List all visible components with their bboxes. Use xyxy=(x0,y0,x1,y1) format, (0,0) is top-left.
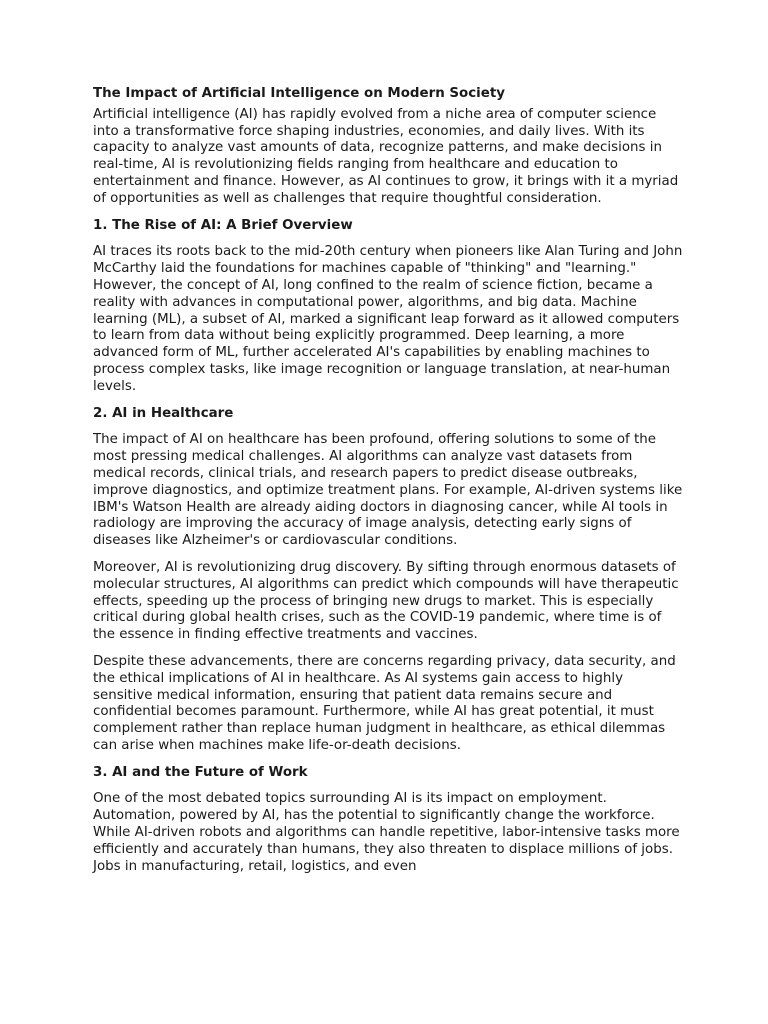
section-heading: 2. AI in Healthcare xyxy=(93,405,234,421)
section-future-of-work xyxy=(93,765,683,876)
document-page xyxy=(93,86,683,885)
section-heading: 3. AI and the Future of Work xyxy=(93,764,308,780)
section-heading: 1. The Rise of AI: A Brief Overview xyxy=(93,217,353,233)
paragraph: The impact of AI on healthcare has been profound, offering solutions to some of the most pressing medical challenges. AI algorithms can analyze vast datasets from medical records, clinical trials, and research papers to predict disease outbreaks, improve diagnostics, and optimize treatment plans. For example, AI-driven systems like IBM's Watson Health are already aiding doctors in diagnosing cancer, while AI tools in radiology are improving the accuracy of image analysis, detecting early signs of diseases like Alzheimer's or cardiovascular conditions. xyxy=(93,432,683,549)
paragraph: One of the most debated topics surrounding AI is its impact on employment. Automation, powered by AI, has the potential to significantly change the workforce. While AI-driven robots and algorithms can handle repetitive, labor-intensive tasks more efficiently and accurately than humans, they also threaten to displace millions of jobs. Jobs in manufacturing, retail, logistics, and even xyxy=(93,791,680,874)
paragraph: Despite these advancements, there are concerns regarding privacy, data security, and the ethical implications of AI in healthcare. As AI systems gain access to highly sensitive medical information, ensuring that patient data remains secure and confidential becomes paramount. Furthermore, while AI has great potential, it must complement rather than replace human judgment in healthcare, as ethical dilemmas can arise when machines make life-or-death decisions. xyxy=(93,653,676,753)
paragraph: AI traces its roots back to the mid-20th century when pioneers like Alan Turing and John McCarthy laid the foundations for machines capable of "thinking" and "learning." However, the concept of AI, long confined to the realm of science fiction, became a reality with advances in computational power, algorithms, and big data. Machine learning (ML), a subset of AI, marked a significant leap forward as it allowed computers to learn from data without being explicitly programmed. Deep learning, a more advanced form of ML, further accelerated AI's capabilities by enabling machines to process complex tasks, like image recognition or language translation, at near-human levels. xyxy=(93,244,683,394)
paragraph: Moreover, AI is revolutionizing drug discovery. By sifting through enormous datasets of molecular structures, AI algorithms can predict which compounds will have therapeutic effects, speeding up the process of bringing new drugs to market. This is especially critical during global health crises, such as the COVID-19 pandemic, where time is of the essence in finding effective treatments and vaccines. xyxy=(93,559,679,643)
section-rise-of-ai xyxy=(93,218,683,396)
intro-paragraph: Artificial intelligence (AI) has rapidly evolved from a niche area of computer science into a transformative force shaping industries, economies, and daily lives. With its capacity to analyze vast amounts of data, recognize patterns, and make decisions in real-time, AI is revolutionizing fields ranging from healthcare and education to entertainment and finance. However, as AI continues to grow, it brings with it a myriad of opportunities as well as challenges that require thoughtful consideration. xyxy=(93,106,679,206)
document-title: The Impact of Artificial Intelligence on Modern Society xyxy=(93,86,505,101)
section-ai-in-healthcare xyxy=(93,406,683,755)
